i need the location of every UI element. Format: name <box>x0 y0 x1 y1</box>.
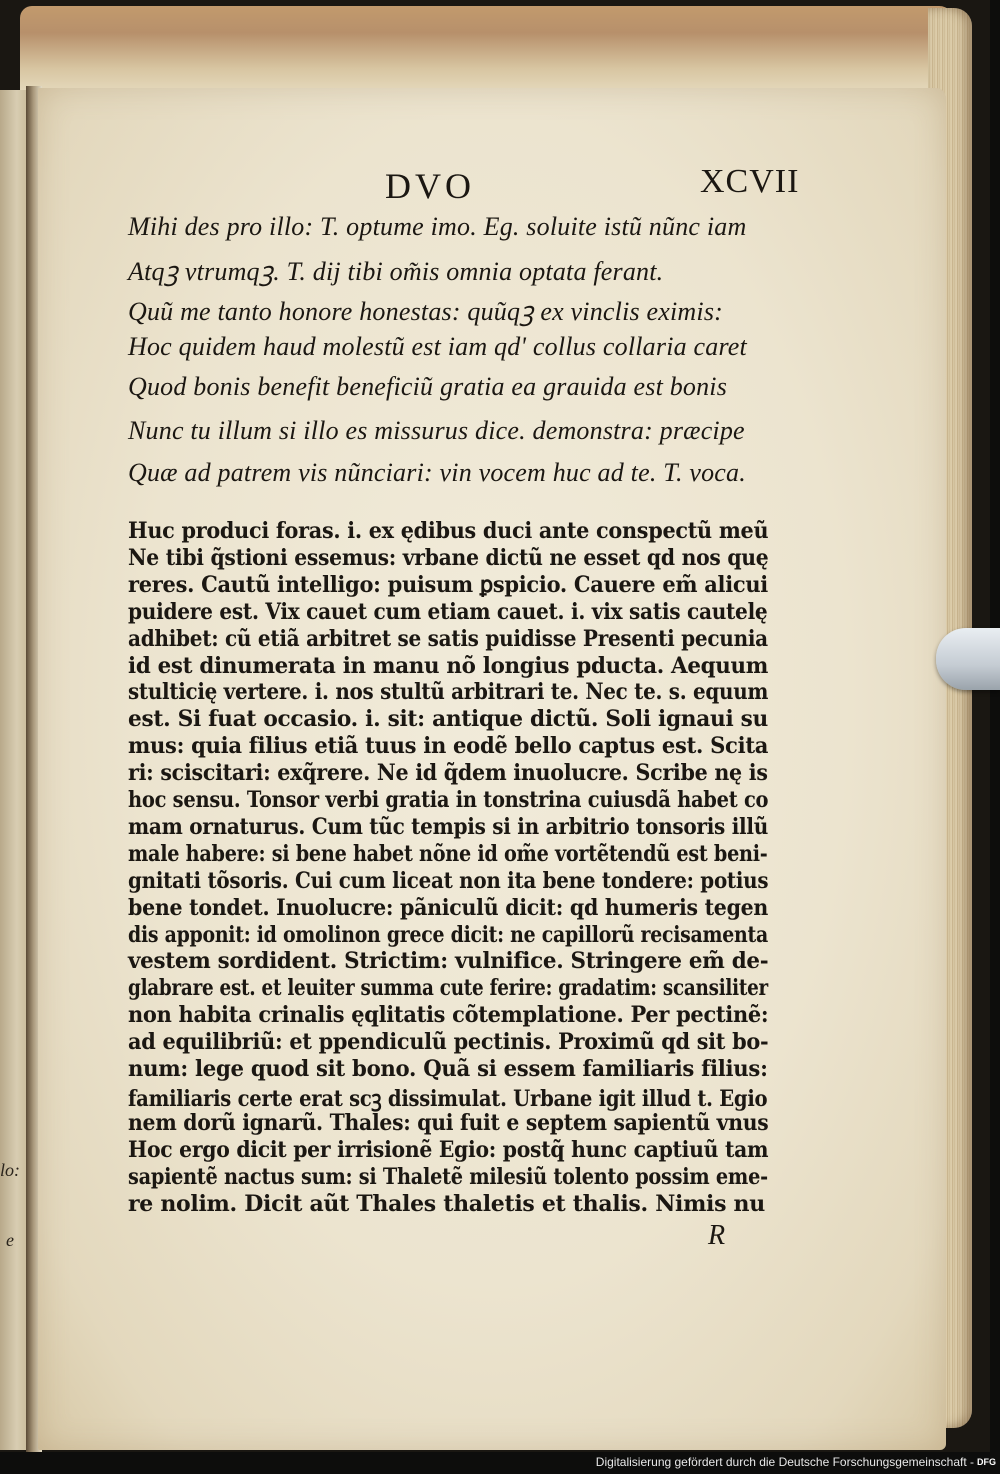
top-page-edge <box>20 6 955 96</box>
commentary-line: dis apponit: id omolinon grece dicit: ne capillorũ recisamenta <box>128 922 768 948</box>
margin-note: e <box>6 1230 14 1250</box>
commentary-line: familiaris certe erat scꝫ dissimulat. Urbane igit illud t. Egio <box>128 1086 768 1112</box>
commentary-line: vestem sordident. Strictim: vulnifice. Stringere em̃ de- <box>128 948 769 974</box>
verse-line: Mihi des pro illo: T. optume imo. Eg. soluite istũ nũnc iam <box>128 212 747 241</box>
verse-line: Quod bonis benefit beneficiũ gratia ea grauida est bonis <box>128 372 728 401</box>
commentary-line: sapientẽ nactus sum: si Thaletẽ milesiũ tolento possim eme- <box>128 1164 768 1190</box>
commentary-line: Hoc ergo dicit per irrisionẽ Egio: postq̃ hunc captiuũ tam <box>128 1137 769 1163</box>
dfg-logo: DFG <box>977 1457 996 1467</box>
commentary-line: adhibet: cũ etiã arbitret se satis puidisse Presenti pecunia <box>128 626 768 652</box>
commentary-line: bene tondet. Inuolucre: pãniculũ dicit: qd humeris tegen <box>128 895 769 921</box>
folio-number: XCVII <box>700 163 800 200</box>
running-header: DVO <box>385 166 475 206</box>
funding-credit: Digitalisierung gefördert durch die Deutsche Forschungsgemeinschaft - <box>595 1455 974 1469</box>
verse-line: Atqꝫ vtrumqꝫ. T. dij tibi om̃is omnia optata ferant. <box>128 257 664 286</box>
verse-line: Nunc tu illum si illo es missurus dice. demonstra: præcipe <box>128 416 745 445</box>
commentary-line: mam ornaturus. Cum tũc tempis si in arbitrio tonsoris illũ <box>128 814 769 840</box>
show-through <box>320 150 330 188</box>
commentary-line: num: lege quod sit bono. Quã si essem familiaris filius: <box>128 1056 768 1082</box>
commentary-line: Ne tibi q̃stioni essemus: vrbane dictũ ne esset qd nos quę <box>128 545 769 571</box>
commentary-line: nem dorũ ignarũ. Thales: qui fuit e septem sapientũ vnus <box>128 1110 769 1136</box>
commentary-line: puidere est. Vix cauet cum etiam cauet. i. vix satis cautelę <box>128 599 768 625</box>
commentary-line: id est dinumerata in manu nõ longius pducta. Aequum <box>128 653 769 679</box>
commentary-line: male habere: si bene habet nõne id om̃e vortẽtendũ est beni- <box>128 841 768 867</box>
commentary-line: non habita crinalis ęqlitatis cõtemplatione. Per pectinẽ: <box>128 1002 769 1028</box>
left-page-sliver <box>0 90 28 1450</box>
commentary-line: gnitati tõsoris. Cui cum liceat non ita bene tondere: potius <box>128 868 769 894</box>
commentary-line: ri: sciscitari: exq̃rere. Ne id q̃dem inuolucre. Scribe nę is <box>128 760 768 786</box>
bookmark-tab <box>936 628 1000 690</box>
commentary-line: ad equilibriũ: et ppendiculũ pectinis. Proximũ qd sit bo- <box>128 1029 769 1055</box>
commentary-line: reres. Cautũ intelligo: puisum ꝑspicio. Cauere em̃ alicui <box>128 572 768 598</box>
commentary-line: est. Si fuat occasio. i. sit: antique dictũ. Soli ignaui su <box>128 706 769 732</box>
signature-mark: R <box>708 1220 726 1251</box>
verse-line: Hoc quidem haud molestũ est iam qd' collus collaria caret <box>128 332 747 361</box>
margin-note: lo: <box>0 1160 20 1180</box>
commentary-line: stulticię vertere. i. nos stultũ arbitrari te. Nec te. s. equum <box>128 679 769 705</box>
commentary-line: Huc produci foras. i. ex ędibus duci ante conspectũ meũ <box>128 518 769 544</box>
commentary-line: hoc sensu. Tonsor verbi gratia in tonstrina cuiusdã habet co <box>128 787 769 813</box>
commentary-line: glabrare est. et leuiter summa cute ferire: gradatim: scansiliter <box>128 975 768 1001</box>
commentary-line: mus: quia filius etiã tuus in eodẽ bello captus est. Scita <box>128 733 769 759</box>
verse-line: Quæ ad patrem vis nũnciari: vin vocem huc ad te. T. voca. <box>128 458 746 487</box>
commentary-line: re nolim. Dicit aũt Thales thaletis et thalis. Nimis nu <box>128 1191 765 1217</box>
verse-line: Quũ me tanto honore honestas: quũqꝫ ex vinclis eximis: <box>128 297 724 326</box>
